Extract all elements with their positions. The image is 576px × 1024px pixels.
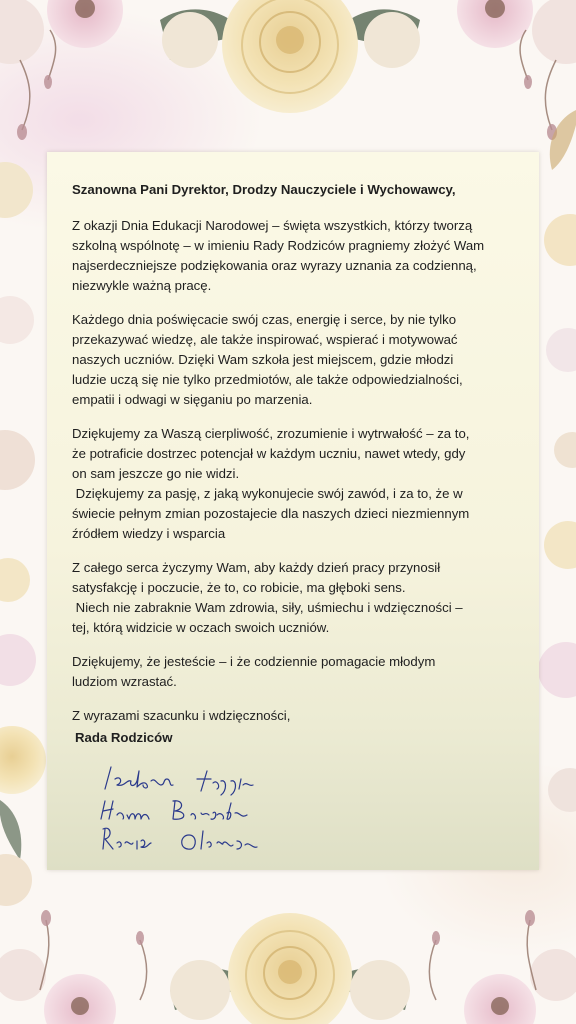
text-line: przekazywać wiedzę, ale także inspirować, wspierać i motywować bbox=[72, 332, 458, 347]
text-line: Z okazji Dnia Edukacji Narodowej – święta wszystkich, którzy tworzą bbox=[72, 218, 473, 233]
text-line: źródłem wiedzy i wsparcia bbox=[72, 526, 226, 541]
text-line: że potraficie dostrzec potencjał w każdym uczniu, nawet wtedy, gdy bbox=[72, 446, 466, 461]
paragraph bbox=[72, 310, 524, 410]
bottom-rose-icon bbox=[170, 913, 410, 1024]
paragraph bbox=[72, 424, 524, 544]
signature-2 bbox=[101, 801, 247, 820]
text-line: Dziękujemy, że jesteście – i że codziennie pomagacie młodym bbox=[72, 654, 436, 669]
text-line: satysfakcję i poczucie, że to, co robicie, ma głęboki sens. bbox=[72, 580, 406, 595]
paragraph bbox=[72, 216, 524, 296]
paragraph bbox=[72, 652, 524, 692]
signature-1 bbox=[105, 767, 253, 795]
text-line: Niech nie zabraknie Wam zdrowia, siły, uśmiechu i wdzięczności – bbox=[72, 600, 463, 615]
letter-sheet bbox=[47, 152, 539, 870]
handwritten-signatures bbox=[97, 757, 317, 867]
letter-body bbox=[72, 180, 524, 748]
signoff-name: Rada Rodziców bbox=[75, 730, 173, 745]
left-edge-flowers-icon bbox=[0, 162, 46, 906]
letter-greeting: Szanowna Pani Dyrektor, Drodzy Nauczyciele i Wychowawcy, bbox=[72, 182, 456, 197]
text-line: Z całego serca życzymy Wam, aby każdy dzień pracy przynosił bbox=[72, 560, 441, 575]
text-line: niezwykle ważną pracę. bbox=[72, 278, 212, 293]
text-line: tej, którą widzicie w oczach swoich uczniów. bbox=[72, 620, 330, 635]
right-edge-flowers-icon bbox=[538, 110, 576, 812]
text-line: on sam jeszcze go nie widzi. bbox=[72, 466, 240, 481]
text-line: szkolną wspólnotę – w imieniu Rady Rodziców pragniemy złożyć Wam bbox=[72, 238, 485, 253]
top-right-blossom-icon bbox=[364, 0, 576, 68]
text-line: Dziękujemy za pasję, z jaką wykonujecie swój zawód, i za to, że w bbox=[72, 486, 463, 501]
text-line: naszych uczniów. Dzięki Wam szkoła jest miejscem, gdzie młodzi bbox=[72, 352, 454, 367]
text-line: świecie pełnym zmian pozostajecie dla naszych dzieci niezmiennym bbox=[72, 506, 470, 521]
paragraph bbox=[72, 558, 524, 638]
signature-3 bbox=[103, 828, 257, 849]
closing-line: Z wyrazami szacunku i wdzięczności, bbox=[72, 708, 291, 723]
text-line: Dziękujemy za Waszą cierpliwość, zrozumienie i wytrwałość – za to, bbox=[72, 426, 470, 441]
text-line: empatii i odwagi w sięganiu po marzenia. bbox=[72, 392, 313, 407]
text-line: ludziom wzrastać. bbox=[72, 674, 177, 689]
text-line: ludzie uczą się nie tylko przedmiotów, ale także odpowiedzialności, bbox=[72, 372, 463, 387]
text-line: najserdeczniejsze podziękowania oraz wyrazy uznania za codzienną, bbox=[72, 258, 477, 273]
text-line: Każdego dnia poświęcacie swój czas, energię i serce, by nie tylko bbox=[72, 312, 457, 327]
